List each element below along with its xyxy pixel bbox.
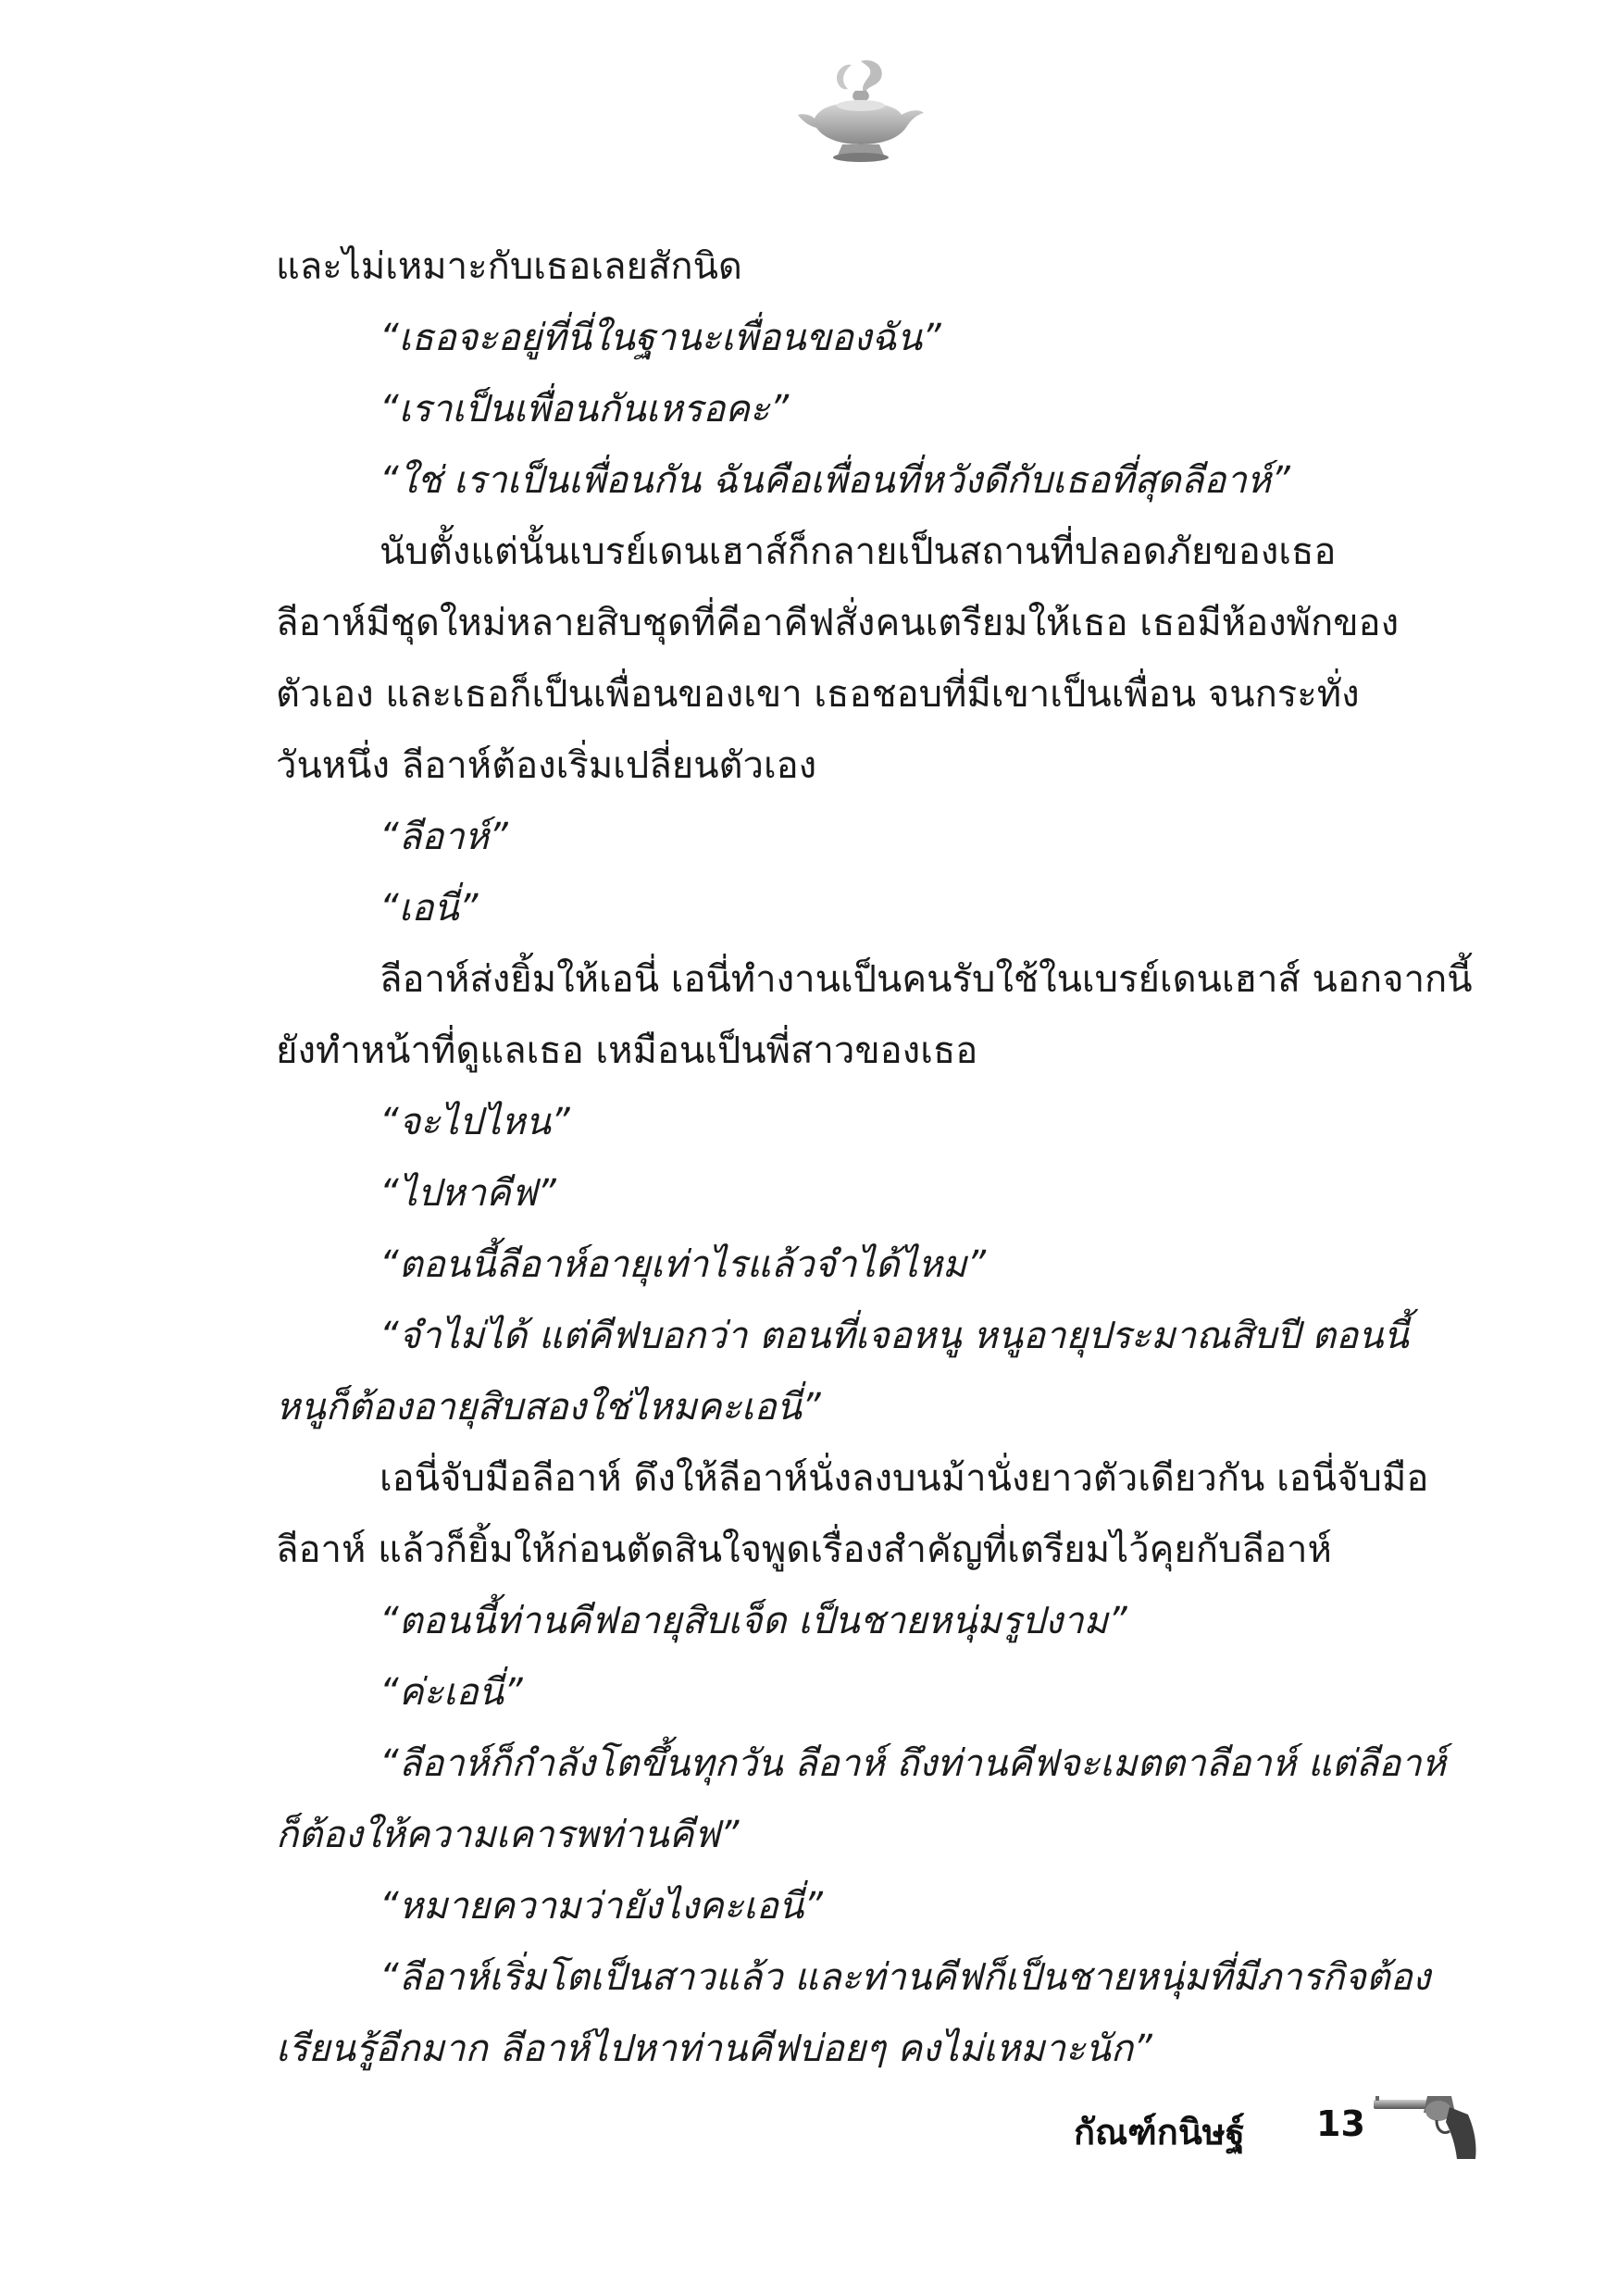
narration-line: นับตั้งแต่นั้นเบรย์เดนเฮาส์ก็กลายเป็นสถานที่ปลอดภัยของเธอ <box>380 530 1337 573</box>
dialogue-line: เรียนรู้อีกมาก ลีอาห์ไปหาท่านคีฟบ่อยๆ คงไม่เหมาะนัก” <box>276 2028 1152 2070</box>
book-title: กัณฑ์กนิษฐ์ <box>1074 2112 1245 2152</box>
dialogue-line: “ใช่ เราเป็นเพื่อนกัน ฉันคือเพื่อนที่หวังดีกับเธอที่สุดลีอาห์” <box>380 459 1290 502</box>
dialogue-line: “ลีอาห์ก็กำลังโตขึ้นทุกวัน ลีอาห์ ถึงท่านคีฟจะเมตตาลีอาห์ แต่ลีอาห์ <box>380 1742 1446 1785</box>
dialogue-line: “หมายความว่ายังไงคะเอนี่” <box>380 1885 823 1928</box>
narration-line: ตัวเอง และเธอก็เป็นเพื่อนของเขา เธอชอบที่มีเขาเป็นเพื่อน จนกระทั่ง <box>276 673 1360 716</box>
dialogue-line: “ค่ะเอนี่” <box>380 1671 523 1714</box>
dialogue-line: ก็ต้องให้ความเคารพท่านคีฟ” <box>276 1814 740 1856</box>
narration-line: เอนี่จับมือลีอาห์ ดึงให้ลีอาห์นั่งลงบนม้านั่งยาวตัวเดียวกัน เอนี่จับมือ <box>380 1457 1429 1500</box>
dialogue-line: “เธอจะอยู่ที่นี่ในฐานะเพื่อนของฉัน” <box>380 317 941 359</box>
narration-line: ยังทำหน้าที่ดูแลเธอ เหมือนเป็นพี่สาวของเธอ <box>276 1029 978 1072</box>
narration-line: ลีอาห์มีชุดใหม่หลายสิบชุดที่คีอาคีฟสั่งคนเตรียมให้เธอ เธอมีห้องพักของ <box>276 602 1400 644</box>
page-body <box>276 231 1473 2085</box>
dialogue-line: “ตอนนี้ท่านคีฟอายุสิบเจ็ด เป็นชายหนุ่มรูปงาม” <box>380 1600 1127 1642</box>
dialogue-line: “เราเป็นเพื่อนกันเหรอคะ” <box>380 388 790 430</box>
narration-line: ลีอาห์ แล้วก็ยิ้มให้ก่อนตัดสินใจพูดเรื่องสำคัญที่เตรียมไว้คุยกับลีอาห์ <box>276 1529 1332 1571</box>
dialogue-line: หนูก็ต้องอายุสิบสองใช่ไหมคะเอนี่” <box>276 1386 821 1429</box>
page-number: 13 <box>1316 2103 1365 2144</box>
dialogue-line: “จำไม่ได้ แต่คีฟบอกว่า ตอนที่เจอหนู หนูอายุประมาณสิบปี ตอนนี้ <box>380 1315 1409 1357</box>
dialogue-line: “ตอนนี้ลีอาห์อายุเท่าไรแล้วจำได้ไหม” <box>380 1243 987 1286</box>
dialogue-line: “จะไปไหน” <box>380 1101 570 1143</box>
dialogue-line: “ไปหาคีฟ” <box>380 1172 556 1215</box>
revolver-icon <box>1372 2090 1483 2165</box>
page-footer <box>1074 2090 1481 2165</box>
dialogue-line: “ลีอาห์เริ่มโตเป็นสาวแล้ว และท่านคีฟก็เป็นชายหนุ่มที่มีภารกิจต้อง <box>380 1956 1431 1999</box>
genie-lamp-icon <box>796 54 926 165</box>
narration-line: และไม่เหมาะกับเธอเลยสักนิด <box>276 245 742 288</box>
narration-line: ลีอาห์ส่งยิ้มให้เอนี่ เอนี่ทำงานเป็นคนรับใช้ในเบรย์เดนเฮาส์ นอกจากนี้ <box>380 958 1473 1001</box>
dialogue-line: “เอนี่” <box>380 887 479 930</box>
narration-line: วันหนึ่ง ลีอาห์ต้องเริ่มเปลี่ยนตัวเอง <box>276 744 817 787</box>
dialogue-line: “ลีอาห์” <box>380 816 508 858</box>
